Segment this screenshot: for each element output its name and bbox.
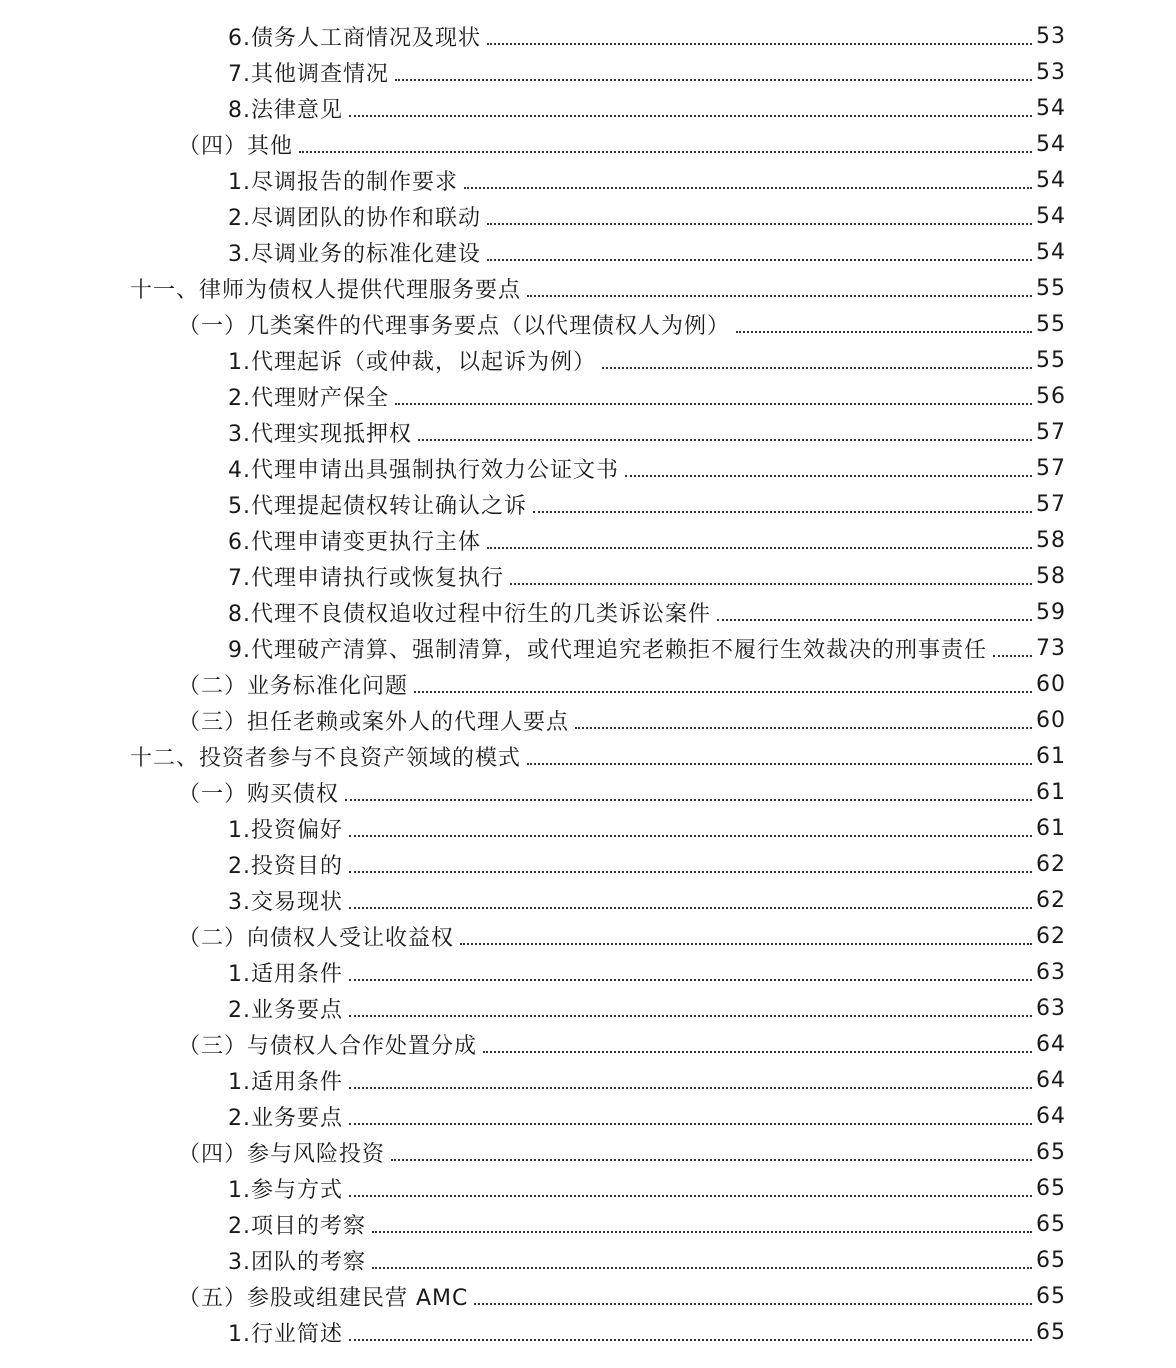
toc-entry[interactable] [0,378,1176,414]
table-of-contents [0,18,1176,1350]
toc-entry-title: （五）参股或组建民营 AMC [178,1285,469,1311]
toc-entry-page-number: 64 [1036,1067,1066,1093]
toc-entry[interactable] [0,1314,1176,1350]
toc-entry[interactable] [0,1134,1176,1170]
dot-leader [533,511,1032,513]
dot-leader [487,547,1032,549]
dot-leader [487,223,1032,225]
toc-entry[interactable] [0,1026,1176,1062]
toc-entry-title: （二）业务标准化问题 [178,673,409,699]
dot-leader [602,367,1032,369]
toc-entry-title: 8.代理不良债权追收过程中衍生的几类诉讼案件 [228,601,711,627]
dot-leader [993,655,1032,657]
toc-entry[interactable] [0,18,1176,54]
toc-entry[interactable] [0,522,1176,558]
dot-leader [460,943,1032,945]
dot-leader [349,835,1032,837]
toc-entry-page-number: 62 [1036,887,1066,913]
toc-entry[interactable] [0,1206,1176,1242]
dot-leader [345,799,1032,801]
toc-entry[interactable] [0,630,1176,666]
dot-leader [527,763,1032,765]
dot-leader [736,331,1032,333]
toc-entry[interactable] [0,810,1176,846]
toc-entry-title: 2.投资目的 [228,853,343,879]
toc-entry-page-number: 64 [1036,1103,1066,1129]
toc-entry-page-number: 54 [1036,239,1066,265]
toc-entry-page-number: 65 [1036,1247,1066,1273]
toc-entry-title: 9.代理破产清算、强制清算，或代理追究老赖拒不履行生效裁决的刑事责任 [228,637,987,663]
toc-entry[interactable] [0,1170,1176,1206]
dot-leader [349,1123,1032,1125]
toc-entry-page-number: 55 [1036,275,1066,301]
toc-entry-title: 7.代理申请执行或恢复执行 [228,565,504,591]
toc-entry[interactable] [0,666,1176,702]
toc-entry[interactable] [0,54,1176,90]
toc-entry-title: 1.参与方式 [228,1177,343,1203]
toc-entry-page-number: 65 [1036,1139,1066,1165]
toc-entry-title: 十一、律师为债权人提供代理服务要点 [130,277,522,303]
toc-entry-page-number: 60 [1036,707,1066,733]
toc-entry[interactable] [0,270,1176,306]
toc-entry-page-number: 65 [1036,1211,1066,1237]
toc-entry[interactable] [0,234,1176,270]
toc-entry-page-number: 55 [1036,347,1066,373]
dot-leader [527,295,1032,297]
dot-leader [487,43,1032,45]
toc-entry-page-number: 64 [1036,1031,1066,1057]
toc-entry-title: 2.业务要点 [228,1105,343,1131]
toc-entry-page-number: 61 [1036,743,1066,769]
dot-leader [349,1015,1032,1017]
toc-entry-title: 1.行业简述 [228,1321,343,1347]
toc-entry[interactable] [0,126,1176,162]
toc-entry-title: 2.业务要点 [228,997,343,1023]
toc-entry-title: （二）向债权人受让收益权 [178,925,455,951]
toc-entry-title: 2.项目的考察 [228,1213,366,1239]
toc-entry-page-number: 54 [1036,167,1066,193]
toc-entry-title: 3.交易现状 [228,889,343,915]
toc-entry-page-number: 63 [1036,959,1066,985]
toc-entry-title: （四）参与风险投资 [178,1141,386,1167]
toc-entry-page-number: 65 [1036,1283,1066,1309]
toc-entry-title: 5.代理提起债权转让确认之诉 [228,493,527,519]
toc-entry-title: 3.团队的考察 [228,1249,366,1275]
toc-entry-title: （三）与债权人合作处置分成 [178,1033,478,1059]
toc-entry-page-number: 58 [1036,527,1066,553]
toc-entry[interactable] [0,774,1176,810]
toc-entry[interactable] [0,162,1176,198]
toc-entry-page-number: 59 [1036,599,1066,625]
dot-leader [474,1303,1032,1305]
toc-entry[interactable] [0,306,1176,342]
toc-entry-page-number: 62 [1036,851,1066,877]
toc-entry-page-number: 58 [1036,563,1066,589]
toc-entry[interactable] [0,702,1176,738]
toc-entry-page-number: 73 [1036,635,1066,661]
toc-entry[interactable] [0,198,1176,234]
toc-entry[interactable] [0,90,1176,126]
dot-leader [349,1195,1032,1197]
toc-entry[interactable] [0,954,1176,990]
toc-entry-title: （一）购买债权 [178,781,340,807]
dot-leader [395,79,1032,81]
toc-entry-page-number: 61 [1036,779,1066,805]
toc-entry-page-number: 54 [1036,131,1066,157]
toc-entry-title: 2.尽调团队的协作和联动 [228,205,481,231]
dot-leader [395,403,1032,405]
dot-leader [349,1087,1032,1089]
toc-entry[interactable] [0,990,1176,1026]
toc-entry-title: 4.代理申请出具强制执行效力公证文书 [228,457,619,483]
toc-entry-page-number: 60 [1036,671,1066,697]
toc-entry-page-number: 54 [1036,95,1066,121]
toc-entry-title: 3.代理实现抵押权 [228,421,412,447]
dot-leader [372,1231,1032,1233]
dot-leader [414,691,1032,693]
toc-entry-title: 1.尽调报告的制作要求 [228,169,458,195]
dot-leader [349,1339,1032,1341]
toc-entry-title: 6.债务人工商情况及现状 [228,25,481,51]
dot-leader [575,727,1032,729]
toc-entry-title: （四）其他 [178,133,294,159]
toc-entry-page-number: 65 [1036,1319,1066,1345]
toc-entry-title: 3.尽调业务的标准化建设 [228,241,481,267]
toc-entry[interactable] [0,1062,1176,1098]
toc-entry[interactable] [0,1098,1176,1134]
dot-leader [487,259,1032,261]
toc-entry[interactable] [0,594,1176,630]
toc-entry-page-number: 54 [1036,203,1066,229]
toc-entry[interactable] [0,414,1176,450]
dot-leader [483,1051,1032,1053]
toc-entry-title: 2.代理财产保全 [228,385,389,411]
toc-entry[interactable] [0,1242,1176,1278]
toc-entry-page-number: 55 [1036,311,1066,337]
toc-entry-title: 1.代理起诉（或仲裁，以起诉为例） [228,349,596,375]
dot-leader [349,907,1032,909]
toc-entry-page-number: 57 [1036,455,1066,481]
toc-entry-title: 6.代理申请变更执行主体 [228,529,481,555]
toc-entry-page-number: 53 [1036,59,1066,85]
toc-entry-title: 十二、投资者参与不良资产领域的模式 [130,745,522,771]
toc-entry-page-number: 62 [1036,923,1066,949]
dot-leader [717,619,1032,621]
dot-leader [349,979,1032,981]
toc-entry-title: 8.法律意见 [228,97,343,123]
toc-entry[interactable] [0,486,1176,522]
toc-entry[interactable] [0,882,1176,918]
dot-leader [391,1159,1032,1161]
toc-entry-page-number: 57 [1036,419,1066,445]
toc-entry-page-number: 57 [1036,491,1066,517]
toc-entry[interactable] [0,918,1176,954]
toc-entry-page-number: 61 [1036,815,1066,841]
dot-leader [418,439,1032,441]
toc-entry-page-number: 65 [1036,1175,1066,1201]
dot-leader [349,871,1032,873]
toc-entry-title: 1.投资偏好 [228,817,343,843]
toc-entry[interactable] [0,738,1176,774]
toc-entry[interactable] [0,450,1176,486]
dot-leader [349,115,1032,117]
dot-leader [299,151,1032,153]
toc-entry[interactable] [0,846,1176,882]
toc-entry-title: 7.其他调查情况 [228,61,389,87]
toc-entry[interactable] [0,1278,1176,1314]
toc-entry-title: 1.适用条件 [228,961,343,987]
toc-entry-page-number: 56 [1036,383,1066,409]
toc-entry-title: 1.适用条件 [228,1069,343,1095]
toc-entry-page-number: 53 [1036,23,1066,49]
toc-entry[interactable] [0,342,1176,378]
toc-entry-page-number: 63 [1036,995,1066,1021]
toc-entry[interactable] [0,558,1176,594]
dot-leader [464,187,1032,189]
dot-leader [625,475,1032,477]
toc-entry-title: （一）几类案件的代理事务要点（以代理债权人为例） [178,313,731,339]
dot-leader [510,583,1032,585]
toc-entry-title: （三）担任老赖或案外人的代理人要点 [178,709,570,735]
dot-leader [372,1267,1032,1269]
